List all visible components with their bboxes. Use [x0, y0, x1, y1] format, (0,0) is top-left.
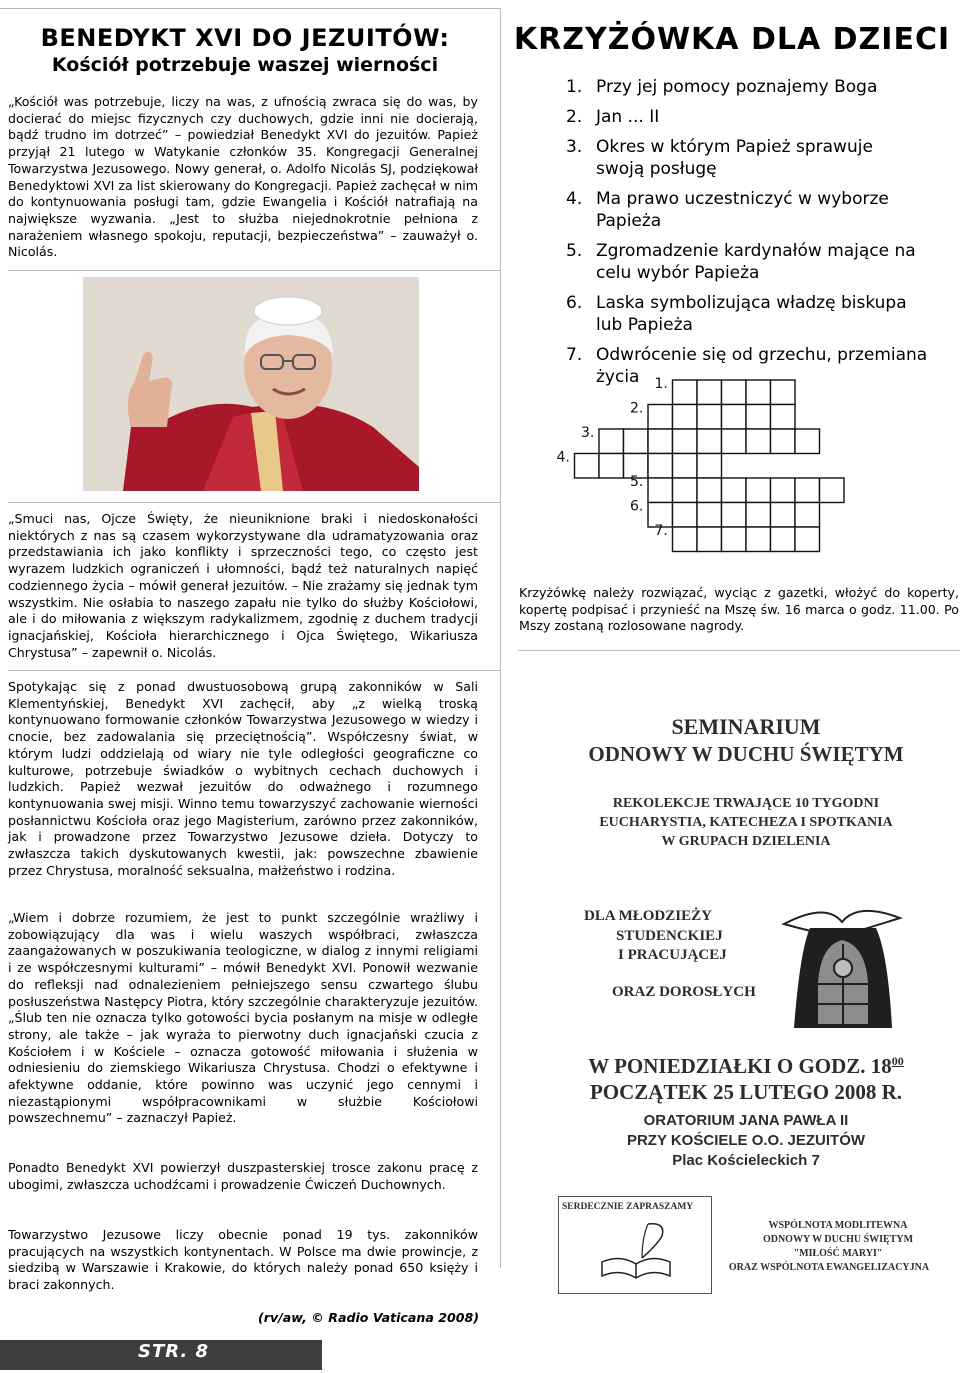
clue-text: Laska symbolizująca władzę biskupa lub Papieża — [596, 293, 907, 335]
clue-number: 3. — [566, 137, 583, 157]
crossword-cell — [722, 429, 747, 454]
crossword-cell — [771, 380, 796, 405]
crossword-cell — [673, 527, 698, 552]
crossword-cell — [599, 429, 624, 454]
crossword-cell — [673, 454, 698, 479]
crossword-cell — [795, 478, 820, 503]
clue-item — [566, 292, 926, 336]
intro-rule — [8, 270, 500, 271]
instructions-rule — [518, 650, 960, 651]
crossword-title: KRZYŻÓWKA DLA DZIECI — [513, 22, 951, 57]
crossword-row-number: 1. — [654, 376, 668, 392]
poster-schedule — [556, 1054, 936, 1079]
crossword-cell — [771, 527, 796, 552]
poster-invite: SERDECZNIE ZAPRASZAMY — [562, 1202, 694, 1212]
crossword-clues — [566, 76, 946, 396]
poster-subtitle-2: EUCHARYSTIA, KATECHEZA I SPOTKANIA — [599, 815, 893, 830]
crossword-cell — [624, 429, 649, 454]
crossword-cell — [746, 380, 771, 405]
crossword-cell — [746, 503, 771, 528]
poster-subtitle-1: REKOLEKCJE TRWAJĄCE 10 TYGODNI — [612, 796, 880, 811]
article-credit: (rv/aw, © Radio Vaticana 2008) — [258, 1310, 480, 1325]
crossword-cell — [648, 454, 673, 479]
crossword-cell — [722, 527, 747, 552]
clue-number: 7. — [566, 345, 583, 365]
crossword-cell — [722, 405, 747, 430]
article-paragraph-fourth-vow: „Wiem i dobrze rozumiem, że jest to punkt szczególnie wrażliwy i zobowiązujący dla was i wielu waszych współbraci, zwłaszcza zaangażowanych w poszukiwania teologiczne, w dialog z innymi religiami i ze współczesnymi kulturami” – mówił Benedykt XVI. Ponowił wezwanie do refleksji nad odnalezieniem pełniejszego sensu czwartego ślubu posłuszeństwa Następcy Piotra, który szczególnie charakteryzuje jezuitów. „Ślub ten nie oznacza tylko gotowości bycia posłanym na misje w odległe strony, ale także – jak wyraża to pierwotny duch ignacjański czucia z Kościołem i w Kościele – oznacza gotowość miłowania i służenia w odniesieniu do ziemskiego Wikariusza Chrystusa. Chodzi o efektywne i afektywne oddanie, które powinno was uczynić jego cennymi i niezastąpionymi współpracownikami w służbie Kościołowi powszechnemu” – zaznaczył Papież. — [8, 910, 478, 1126]
clue-item — [566, 188, 946, 232]
clue-number: 2. — [566, 107, 583, 127]
clue-item — [566, 136, 906, 180]
crossword-row-number: 6. — [630, 498, 644, 515]
clue-number: 6. — [566, 293, 583, 313]
crossword-cell — [746, 405, 771, 430]
seminar-poster — [556, 698, 936, 1298]
crossword-cell — [648, 478, 673, 503]
crossword-cell — [599, 454, 624, 479]
article-paragraph-statistics: Towarzystwo Jezusowe liczy obecnie ponad 19 tys. zakonników pracujących na wszystkich kontynentach. W Polsce ma dwie prowincje, z siedzibą w Warszawie i Krakowie, do których należy ponad 650 księży i braci zakonnych. — [8, 1227, 478, 1293]
crossword-cell — [795, 503, 820, 528]
poster-title-1: SEMINARIUM — [671, 714, 821, 739]
crossword-row-number: 4. — [556, 449, 570, 466]
photo-rule — [8, 502, 500, 503]
poster-audience-1: DLA MŁODZIEŻY — [584, 908, 712, 924]
book-quill-illustration — [596, 1218, 676, 1284]
poster-title-2: ODNOWY W DUCHU ŚWIĘTYM — [588, 742, 904, 766]
clue-number: 1. — [566, 77, 583, 97]
clue-text: Przy jej pomocy poznajemy Boga — [596, 77, 878, 97]
crossword-cell — [771, 478, 796, 503]
pope-photo — [83, 277, 419, 491]
crossword-cell — [673, 503, 698, 528]
poster-schedule-text: W PONIEDZIAŁKI O GODZ. 18 — [588, 1054, 892, 1078]
crossword-cell — [746, 429, 771, 454]
crossword-instructions: Krzyżówkę należy rozwiązać, wyciąc z gazetki, włożyć do koperty, kopertę podpisać i przynieść na Mszę św. 16 marca o godz. 11.00. Po Mszy zostaną rozlosowane nagrody. — [519, 585, 959, 634]
crossword-cell — [648, 429, 673, 454]
poster-audience-4: ORAZ DOROSŁYCH — [612, 984, 756, 1000]
clue-text: Ma prawo uczestniczyć w wyborze Papieża — [596, 189, 889, 231]
poster-audience-2: STUDENCKIEJ — [616, 928, 723, 944]
article-subtitle: Kościół potrzebuje waszej wierności — [51, 54, 439, 76]
crossword-cell — [673, 380, 698, 405]
crossword-cell — [722, 380, 747, 405]
crossword-cell — [697, 380, 722, 405]
crossword-cell — [697, 527, 722, 552]
crossword-row-number: 2. — [630, 400, 644, 417]
clue-text: Zgromadzenie kardynałów mające na celu wybór Papieża — [596, 241, 916, 283]
crossword-cell — [575, 454, 600, 479]
poster-organizer-3: "MIŁOŚĆ MARYI" — [793, 1248, 883, 1259]
clue-item — [566, 76, 946, 98]
column-divider — [500, 8, 501, 1268]
poster-subtitle-3: W GRUPACH DZIELENIA — [661, 834, 831, 849]
crossword-cell — [820, 478, 845, 503]
crossword-cell — [697, 405, 722, 430]
crossword-cell — [697, 478, 722, 503]
crossword-cell — [795, 527, 820, 552]
poster-organizer-4: ORAZ WSPÓLNOTA EWANGELIZACYJNA — [728, 1262, 930, 1273]
poster-audience-3: I PRACUJĄCEJ — [618, 947, 727, 963]
general-quote: „Smuci nas, Ojcze Święty, że nieuniknione braki i niedoskonałości niektórych z nas są czasem wykorzystywane dla udramatyzowania oraz przedstawiania ich jako konflikty i sprzeczności tego, co często jest wyrazem ludzkich ograniczeń i ułomności, bądź też naturalnych napięć codziennego życia – mówił generał jezuitów. – Nie zrażamy się jednak tym wszystkim. Nie osłabia to naszego zapału nie tylko do służby Kościołowi, ale i do miłowania z większym radykalizmem, zgodnię z duchem tradycji ignacjańskiej, Kościoła hierarchicznego i Ojca Świętego, Wikariusza Chrystusa” – zapewnił o. Nicolás. — [8, 511, 478, 660]
clue-item — [566, 240, 926, 284]
article-paragraph-refugees: Ponadto Benedykt XVI powierzył duszpasterskiej trosce zakonu pracę z ubogimi, zwłaszcza uchodźcami i prowadzenie Ćwiczeń Duchownych. — [8, 1160, 478, 1192]
page-number: STR. 8 — [138, 1341, 210, 1362]
quote-rule — [8, 670, 500, 671]
crossword-cell — [673, 405, 698, 430]
crossword-cell — [673, 478, 698, 503]
crossword-cell — [673, 429, 698, 454]
clue-text: Okres w którym Papież sprawuje swoją posługę — [596, 137, 873, 179]
crossword-cell — [697, 429, 722, 454]
clue-text: Jan ... II — [596, 107, 660, 127]
crossword-cell — [722, 503, 747, 528]
article-intro: „Kościół was potrzebuje, liczy na was, z ufnością zwraca się do was, by docierać do miejsc fizycznych czy duchowych, gdzie inni nie docierają, bądź trudno im dotrzeć” – powiedział Benedykt XVI do jezuitów. Papież przyjął 21 lutego w Watykanie członków 35. Kongregacji Generalnej Towarzystwa Jezusowego. Nowy generał, o. Adolfo Nicolás SJ, podziękował Benedyktowi XVI za list skierowany do Kongregacji. Papież zachęcał w nim do kontynuowania posługi tam, gdzie Ewangelia i Kościół natrafiają na największe wyzwania. „Jest to służba niejednokrotnie pełniona z narażeniem własnego spokoju, reputacji, bezpieczeństwa” – zauważył o. Nicolás. — [8, 94, 478, 260]
poster-organizer-1: WSPÓLNOTA MODLITEWNA — [768, 1220, 908, 1231]
crossword-cell — [648, 405, 673, 430]
crossword-cell — [697, 503, 722, 528]
poster-place-2: PRZY KOŚCIELE O.O. JEZUITÓW — [626, 1132, 866, 1149]
clue-number: 5. — [566, 241, 583, 261]
crossword-row-number: 5. — [630, 474, 644, 490]
crossword-cell — [771, 429, 796, 454]
crossword-cell — [697, 454, 722, 479]
clue-text: Odwrócenie się od grzechu, przemiana życia — [596, 345, 928, 387]
crossword-cell — [722, 478, 747, 503]
poster-schedule-minutes: 00 — [891, 1054, 904, 1068]
crossword-row-number: 3. — [581, 425, 595, 441]
dove-window-illustration — [776, 888, 906, 1028]
crossword-cell — [746, 527, 771, 552]
crossword-cell — [795, 429, 820, 454]
crossword-cell — [771, 503, 796, 528]
crossword-row-number: 7. — [654, 523, 668, 539]
clue-number: 4. — [566, 189, 583, 209]
poster-place-3: Plac Kościeleckich 7 — [672, 1152, 820, 1169]
article-title: BENEDYKT XVI DO JEZUITÓW: — [40, 24, 450, 52]
crossword-grid-svg — [520, 376, 960, 556]
clue-item — [566, 106, 946, 128]
article-paragraph-meeting: Spotykając się z ponad dwustuosobową grupą zakonników w Sali Klementyńskiej, Benedykt XVI zachęcił, aby „z wielką troską kontynuowano formowanie członków Towarzystwa Jezusowego w wiedzy i cnocie, bez zadowalania się przeciętnością”. Współczesny świat, w którym ludzi oddzielają od wiary nie tyle odległości geograficzne co kulturowe, potrzebuje świadków o wybitnych cechach duchowych i ludzkich. Papież wezwał jezuitów do odważnego i rozumnego kontynuowania swej misji. Winno temu towarzyszyć zachowanie wierności posłannictwu Kościoła oraz jego Magisterium, zarówno przez zakonników, jak i prowadzone przez Towarzystwo Jezusowe dzieła. Dotyczy to zwłaszcza takich dyskutowanych kwestii, jak: powszechne zbawienie przez Chrystusa, moralność seksualna, małżeństwo i rodzina. — [8, 679, 478, 878]
crossword-cell — [771, 405, 796, 430]
top-rule-left — [0, 8, 500, 9]
poster-start-date: POCZĄTEK 25 LUTEGO 2008 R. — [589, 1080, 903, 1104]
poster-organizer-2: ODNOWY W DUCHU ŚWIĘTYM — [762, 1234, 914, 1245]
crossword-cell — [746, 478, 771, 503]
poster-place-1: ORATORIUM JANA PAWŁA II — [643, 1112, 849, 1129]
crossword-grid — [520, 376, 960, 556]
